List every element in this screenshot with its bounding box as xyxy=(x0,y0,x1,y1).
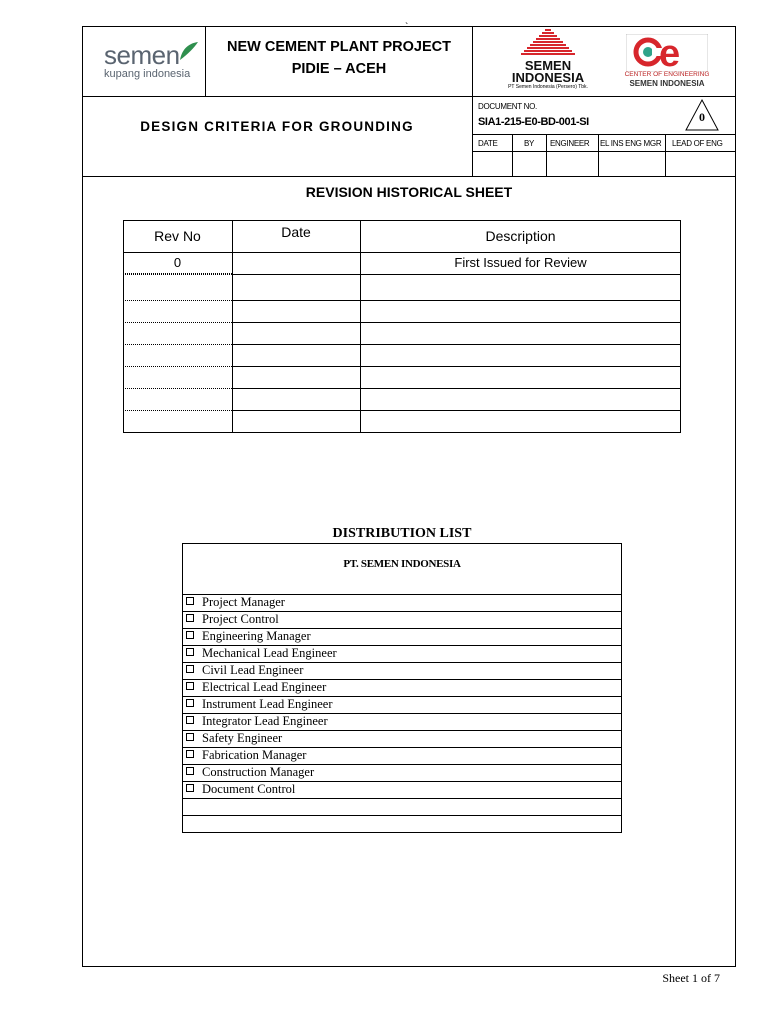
distribution-item-label: Engineering Manager xyxy=(202,629,311,643)
checkbox-icon xyxy=(186,614,194,622)
checkbox-icon xyxy=(186,631,194,639)
rev-row-line-dotted xyxy=(123,388,232,389)
leaf-icon xyxy=(178,40,200,64)
distribution-item xyxy=(186,628,311,645)
docno-value: SIA1-215-E0-BD-001-SI xyxy=(478,116,589,128)
rev-row-line xyxy=(232,388,681,389)
rev-row-line-dotted xyxy=(123,410,232,411)
approval-col xyxy=(665,134,666,176)
ce-mark-icon xyxy=(626,34,708,72)
rev-col-header-revno: Rev No xyxy=(154,228,201,244)
svg-text:e: e xyxy=(659,34,681,72)
rev-row-line xyxy=(232,252,681,253)
checkbox-icon xyxy=(186,597,194,605)
distribution-item xyxy=(186,594,285,611)
approval-col xyxy=(512,134,513,176)
checkbox-icon xyxy=(186,767,194,775)
distribution-item-label: Instrument Lead Engineer xyxy=(202,697,333,711)
checkbox-icon xyxy=(186,716,194,724)
approval-engineer: ENGINEER xyxy=(550,139,590,148)
rev-row-line xyxy=(232,300,681,301)
rev-col-header-description: Description xyxy=(485,228,556,244)
project-line-2: PIDIE – ACEH xyxy=(291,61,387,77)
distribution-item xyxy=(186,662,303,679)
distribution-item xyxy=(186,713,328,730)
rev-cell-rev: 0 xyxy=(173,255,182,270)
semen-kupang-logo xyxy=(104,38,200,86)
stray-mark: ` xyxy=(405,22,409,33)
checkbox-icon xyxy=(186,648,194,656)
approval-col xyxy=(598,134,599,176)
distribution-item-label: Integrator Lead Engineer xyxy=(202,714,328,728)
rev-row-line-dotted xyxy=(123,252,232,253)
rev-row-line-dotted xyxy=(123,366,232,367)
semen-indonesia-logo xyxy=(478,28,618,94)
rev-cell-description: First Issued for Review xyxy=(454,255,587,270)
distribution-item xyxy=(186,730,282,747)
revision-mark: 0 xyxy=(699,110,705,124)
rev-row-line-dotted xyxy=(123,344,232,345)
revision-triangle xyxy=(684,98,720,137)
docno-label: DOCUMENT NO. xyxy=(478,102,537,111)
checkbox-icon xyxy=(186,784,194,792)
distribution-item-label: Project Control xyxy=(202,612,279,626)
distribution-item xyxy=(186,696,333,713)
checkbox-icon xyxy=(186,699,194,707)
rev-row-line-dotted xyxy=(123,273,232,274)
distribution-item-label: Construction Manager xyxy=(202,765,315,779)
center-of-engineering-logo xyxy=(624,34,710,90)
project-line-1: NEW CEMENT PLANT PROJECT xyxy=(227,39,451,55)
distribution-row-line xyxy=(182,798,622,799)
si-logo-subtitle: PT Semen Indonesia (Persero) Tbk. xyxy=(508,84,588,90)
distribution-item-label: Safety Engineer xyxy=(202,731,283,745)
rev-col-header-date: Date xyxy=(281,224,311,240)
distribution-item-label: Fabrication Manager xyxy=(202,748,307,762)
distribution-item xyxy=(186,611,279,628)
distribution-item xyxy=(186,679,326,696)
distribution-item xyxy=(186,764,314,781)
revision-heading: REVISION HISTORICAL SHEET xyxy=(305,184,513,200)
distribution-item-label: Civil Lead Engineer xyxy=(202,663,304,677)
logo-word: semen xyxy=(104,40,180,70)
distribution-row-line xyxy=(182,815,622,816)
checkbox-icon xyxy=(186,665,194,673)
checkbox-icon xyxy=(186,733,194,741)
ce-logo-line1: CENTER OF ENGINEERING xyxy=(624,71,710,78)
rev-row-line-dotted xyxy=(123,274,232,275)
header-divider xyxy=(82,96,736,97)
distribution-item-label: Document Control xyxy=(202,782,296,796)
distribution-item xyxy=(186,645,337,662)
logo-subtitle: kupang indonesia xyxy=(104,68,191,80)
document-title: DESIGN CRITERIA FOR GROUNDING xyxy=(140,119,414,134)
rev-row-line xyxy=(232,274,681,275)
rev-row-line xyxy=(232,344,681,345)
rev-row-line xyxy=(232,366,681,367)
approval-col xyxy=(546,134,547,176)
header-bottom xyxy=(82,176,736,177)
distribution-heading: DISTRIBUTION LIST xyxy=(332,526,472,541)
stepped-pyramid-icon xyxy=(521,28,575,60)
checkbox-icon xyxy=(186,682,194,690)
distribution-item-label: Mechanical Lead Engineer xyxy=(202,646,337,660)
si-logo-name: SEMEN INDONESIA xyxy=(511,58,585,85)
checkbox-icon xyxy=(186,750,194,758)
sheet-number: Sheet 1 of 7 xyxy=(662,971,720,985)
approval-lead-eng: LEAD OF ENG xyxy=(672,139,723,148)
distribution-company: PT. SEMEN INDONESIA xyxy=(343,558,461,570)
approval-elins-mgr: EL INS ENG MGR xyxy=(600,139,662,148)
distribution-item xyxy=(186,747,306,764)
distribution-item-label: Project Manager xyxy=(202,595,285,609)
rev-row-line-dotted xyxy=(123,322,232,323)
header-col-2 xyxy=(472,26,473,176)
approval-by: BY xyxy=(524,139,535,148)
distribution-item xyxy=(186,781,295,798)
distribution-item-label: Electrical Lead Engineer xyxy=(202,680,327,694)
rev-row-line xyxy=(232,322,681,323)
rev-row-line-dotted xyxy=(123,300,232,301)
rev-row-line xyxy=(232,410,681,411)
ce-logo-line2: SEMEN INDONESIA xyxy=(629,79,705,88)
project-title xyxy=(206,36,472,80)
approval-date: DATE xyxy=(478,139,498,148)
